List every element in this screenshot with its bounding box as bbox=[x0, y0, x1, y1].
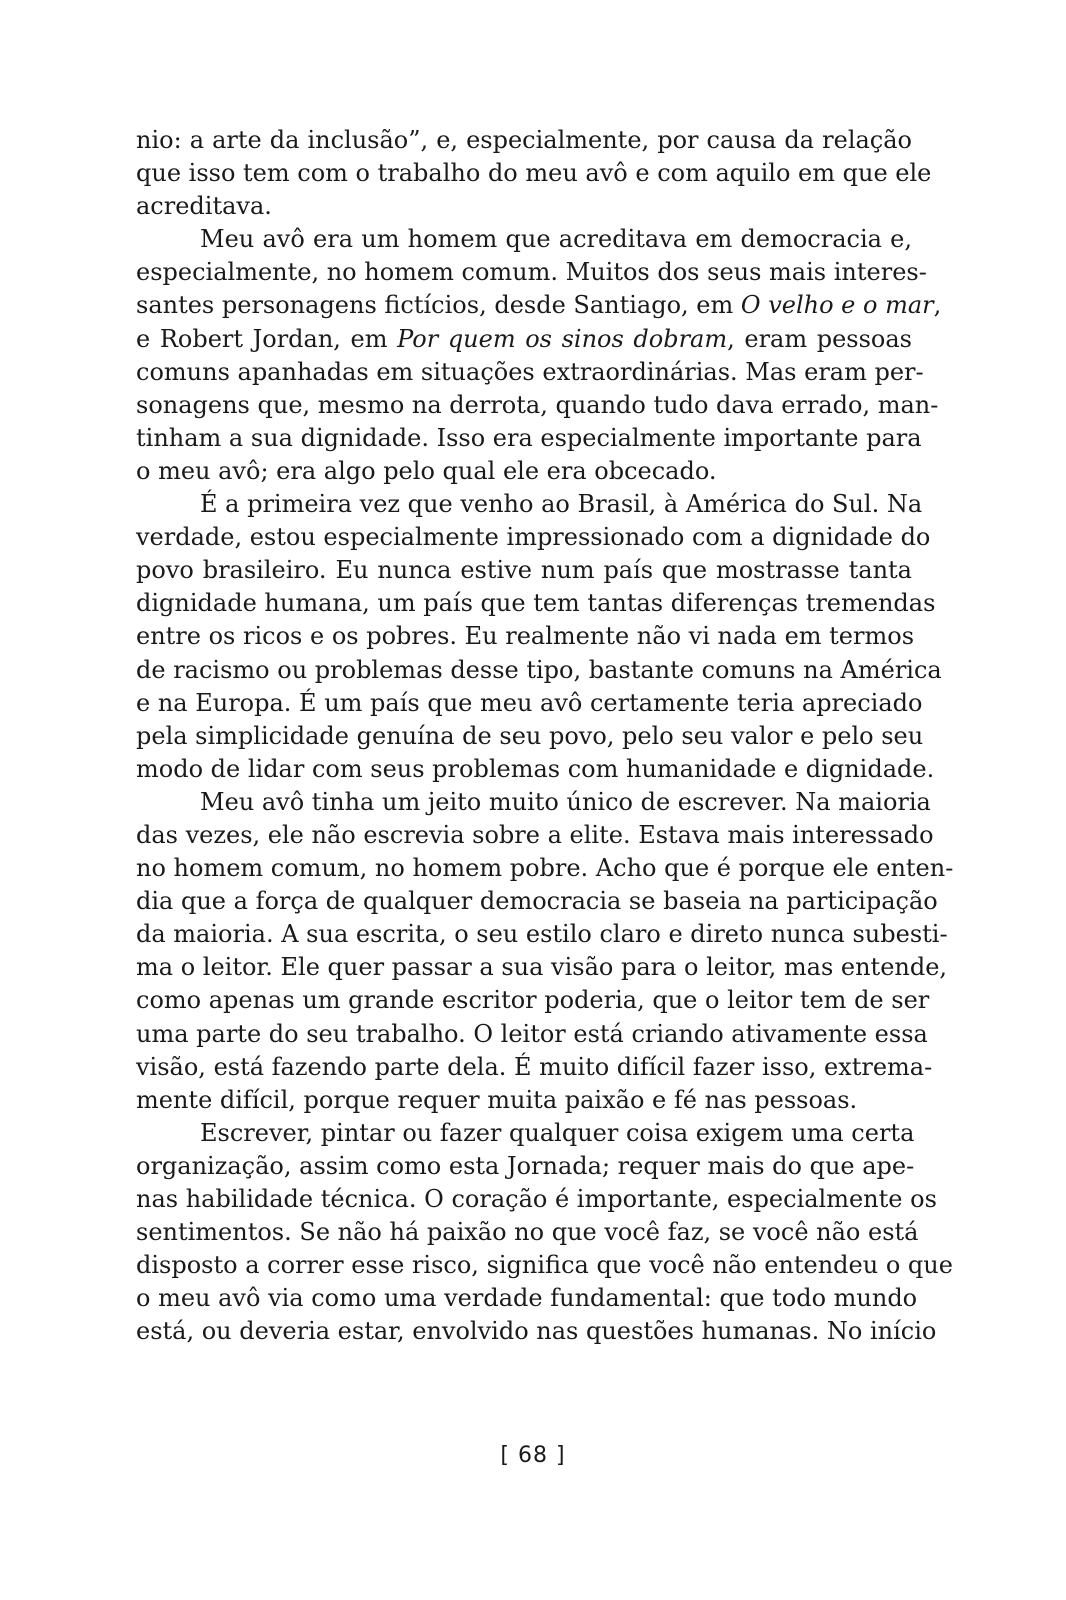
text-line: verdade, estou especialmente impressionado com a dignidade do bbox=[136, 523, 931, 552]
text-line: que isso tem com o trabalho do meu avô e com aquilo em que ele bbox=[136, 159, 932, 188]
text-line: no homem comum, no homem pobre. Acho que é porque ele enten- bbox=[136, 854, 954, 883]
text-line: como apenas um grande escritor poderia, que o leitor tem de ser bbox=[136, 986, 930, 1015]
paragraph bbox=[136, 488, 942, 786]
paragraph bbox=[136, 1117, 953, 1349]
text-line: organização, assim como esta Jornada; requer mais do que ape- bbox=[136, 1151, 915, 1180]
text-line: nas habilidade técnica. O coração é importante, especialmente os bbox=[136, 1185, 937, 1213]
book-title-italic: O velho e o mar bbox=[740, 291, 934, 320]
text-line: sentimentos. Se não há paixão no que você faz, se você não está bbox=[136, 1218, 919, 1247]
text-line: santes personagens fictícios, desde Santiago, em O velho e o mar, bbox=[136, 291, 942, 320]
text-line: dignidade humana, um país que tem tantas diferenças tremendas bbox=[136, 589, 936, 618]
body-text bbox=[136, 124, 954, 1348]
text-line: uma parte do seu trabalho. O leitor está criando ativamente essa bbox=[136, 1019, 928, 1048]
paragraph bbox=[136, 786, 954, 1117]
paragraph bbox=[136, 124, 932, 223]
text-line: das vezes, ele não escrevia sobre a elite. Estava mais interessado bbox=[136, 820, 934, 849]
text-line: nio: a arte da inclusão”, e, especialmente, por causa da relação bbox=[136, 126, 912, 154]
text-line: visão, está fazendo parte dela. É muito difícil fazer isso, extrema- bbox=[136, 1052, 933, 1081]
text-line: sonagens que, mesmo na derrota, quando tudo dava errado, man- bbox=[136, 390, 939, 419]
book-title-italic: Por quem os sinos dobram bbox=[397, 324, 728, 353]
text-line: acreditava. bbox=[136, 192, 272, 221]
text-line: e Robert Jordan, em Por quem os sinos dobram, eram pessoas bbox=[136, 324, 912, 353]
text-line: pela simplicidade genuína de seu povo, pelo seu valor e pelo seu bbox=[136, 721, 924, 750]
text-line: o meu avô via como uma verdade fundamental: que todo mundo bbox=[136, 1284, 918, 1313]
text-line: entre os ricos e os pobres. Eu realmente não vi nada em termos bbox=[136, 622, 915, 651]
text-line: ma o leitor. Ele quer passar a sua visão para o leitor, mas entende, bbox=[136, 953, 948, 982]
text-line: Escrever, pintar ou fazer qualquer coisa exigem uma certa bbox=[200, 1118, 915, 1147]
text-line: Meu avô tinha um jeito muito único de escrever. Na maioria bbox=[200, 787, 931, 816]
text-line: especialmente, no homem comum. Muitos dos seus mais interes- bbox=[136, 258, 927, 287]
text-line: disposto a correr esse risco, significa que você não entendeu o que bbox=[136, 1251, 953, 1280]
text-line: o meu avô; era algo pelo qual ele era obcecado. bbox=[136, 456, 717, 485]
text-line: É a primeira vez que venho ao Brasil, à América do Sul. Na bbox=[200, 490, 923, 519]
paragraph bbox=[136, 223, 942, 488]
text-line: dia que a força de qualquer democracia se baseia na participação bbox=[136, 887, 938, 916]
text-line: da maioria. A sua escrita, o seu estilo claro e direto nunca subesti- bbox=[136, 920, 948, 949]
text-line: e na Europa. É um país que meu avô certamente teria apreciado bbox=[136, 688, 923, 717]
text-line: de racismo ou problemas desse tipo, bastante comuns na América bbox=[136, 655, 942, 684]
text-line: tinham a sua dignidade. Isso era especialmente importante para bbox=[136, 423, 922, 452]
text-line: povo brasileiro. Eu nunca estive num país que mostrasse tanta bbox=[136, 556, 912, 585]
text-line: mente difícil, porque requer muita paixão e fé nas pessoas. bbox=[136, 1085, 858, 1114]
text-line: modo de lidar com seus problemas com humanidade e dignidade. bbox=[136, 754, 935, 783]
text-line: comuns apanhadas em situações extraordinárias. Mas eram per- bbox=[136, 357, 924, 386]
text-line: Meu avô era um homem que acreditava em democracia e, bbox=[200, 225, 912, 254]
page-number: [ 68 ] bbox=[500, 1443, 566, 1468]
text-line: está, ou deveria estar, envolvido nas questões humanas. No início bbox=[136, 1317, 937, 1346]
